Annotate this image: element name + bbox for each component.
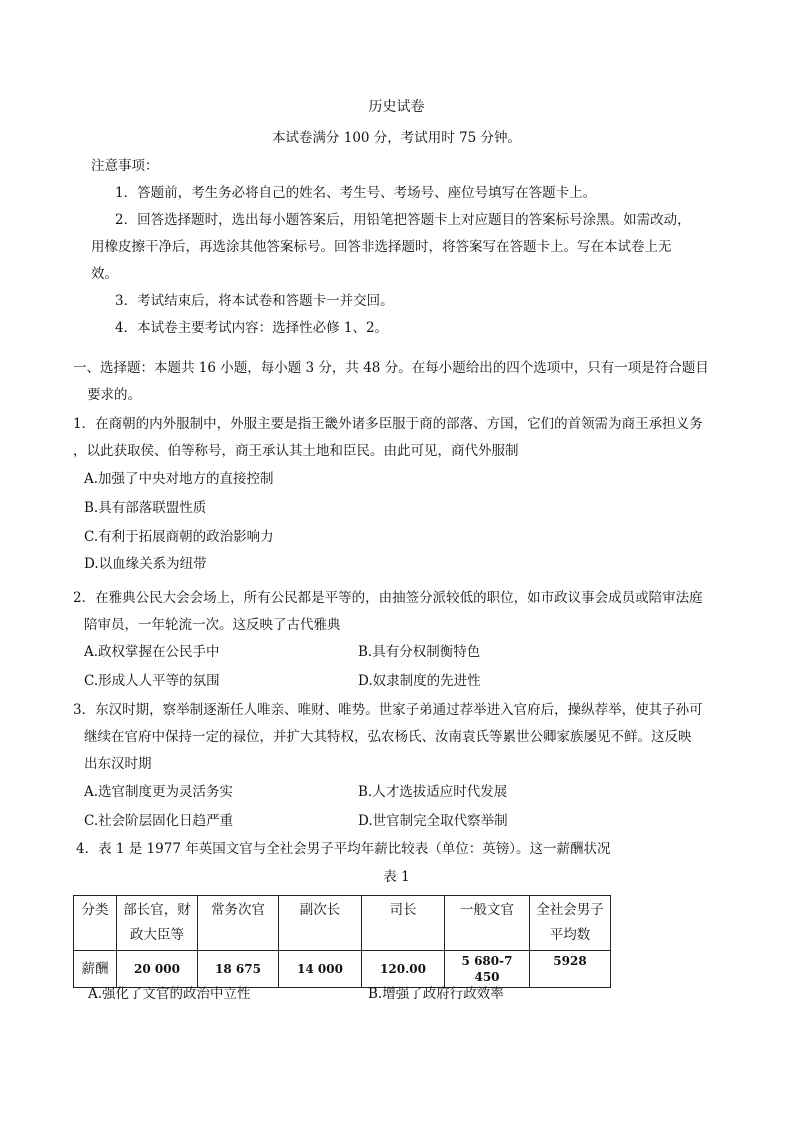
q4-option-a: A.强化了文官的政治中立性 [88, 986, 251, 1002]
table-cell: 18 675 [198, 951, 279, 988]
q3-option-b: B.人才选拔适应时代发展 [358, 784, 508, 800]
q2-option-a: A.政权掌握在公民手中 [84, 644, 220, 660]
note-2-line-1: 2．回答选择题时，选出每小题答案后，用铅笔把答题卡上对应题目的答案标号涂黑。如需改动， [115, 212, 691, 228]
q2-option-c: C.形成人人平等的氛围 [84, 673, 220, 689]
note-4: 4．本试卷主要考试内容：选择性必修 1、2。 [115, 320, 389, 336]
q2-option-d: D.奴隶制度的先进性 [358, 673, 481, 689]
exam-info: 本试卷满分 100 分，考试用时 75 分钟。 [271, 130, 522, 146]
q1-option-a: A.加强了中央对地方的直接控制 [84, 471, 274, 487]
page-title: 历史试卷 [368, 99, 425, 115]
q2-option-b: B.具有分权制衡特色 [358, 644, 481, 660]
table-header-cell: 全社会男子平均数 [530, 896, 611, 951]
q4-option-b: B.增强了政府行政效率 [368, 986, 504, 1002]
table-cell: 5928 [530, 951, 611, 988]
table-row-label: 薪酬 [74, 951, 117, 988]
table-caption: 表 1 [383, 869, 410, 885]
q1-stem-line-2: ，以此获取侯、伯等称号，商王承认其土地和臣民。由此可见，商代外服制 [73, 443, 519, 459]
q1-stem-line-1: 1．在商朝的内外服制中，外服主要是指王畿外诸多臣服于商的部落、方国，它们的首领需为商王承担义务 [73, 416, 703, 432]
salary-table [73, 895, 611, 988]
table-cell: 5 680-7 450 [445, 951, 530, 988]
q3-option-c: C.社会阶层固化日趋严重 [84, 813, 234, 829]
q3-stem-line-2: 继续在官府中保持一定的禄位，并扩大其特权，弘农杨氏、汝南袁氏等累世公卿家族屡见不鲜。这反映 [84, 729, 692, 745]
note-1: 1．答题前，考生务必将自己的姓名、考生号、考场号、座位号填写在答题卡上。 [115, 185, 597, 201]
table-header-cell: 一般文官 [445, 896, 530, 951]
q3-stem-line-1: 3．东汉时期，察举制逐渐任人唯亲、唯财、唯势。世家子弟通过荐举进入官府后，操纵荐举，使其子孙可 [73, 702, 703, 718]
q1-option-d: D.以血缘关系为纽带 [84, 556, 207, 572]
table-header-cell: 常务次官 [198, 896, 279, 951]
q2-stem-line-2: 陪审员，一年轮流一次。这反映了古代雅典 [84, 617, 341, 633]
table-row [74, 951, 611, 988]
section-heading-line-2: 要求的。 [87, 387, 141, 403]
note-3: 3．考试结束后，将本试卷和答题卡一并交回。 [115, 293, 394, 309]
table-cell: 120.00 [362, 951, 445, 988]
q1-option-b: B.具有部落联盟性质 [84, 500, 207, 516]
notes-heading: 注意事项： [91, 158, 159, 174]
note-2-line-3: 效。 [91, 266, 118, 282]
table-header-cell: 分类 [74, 896, 117, 951]
note-2-line-2: 用橡皮擦干净后，再选涂其他答案标号。回答非选择题时，将答案写在答题卡上。写在本试卷上无 [91, 239, 672, 255]
q3-stem-line-3: 出东汉时期 [84, 756, 152, 772]
table-header-cell: 部长官，财政大臣等 [117, 896, 198, 951]
q3-option-d: D.世官制完全取代察举制 [358, 813, 508, 829]
table-cell: 14 000 [279, 951, 362, 988]
q2-stem-line-1: 2．在雅典公民大会会场上，所有公民都是平等的，由抽签分派较低的职位，如市政议事会成员或陪审法庭 [73, 590, 703, 606]
table-header-row [74, 896, 611, 951]
table-cell: 20 000 [117, 951, 198, 988]
q3-option-a: A.选官制度更为灵活务实 [84, 784, 234, 800]
section-heading-line-1: 一、选择题：本题共 16 小题，每小题 3 分，共 48 分。在每小题给出的四个选项中，只有一项是符合题目 [73, 360, 709, 376]
q1-option-c: C.有利于拓展商朝的政治影响力 [84, 529, 274, 545]
table-header-cell: 副次长 [279, 896, 362, 951]
table-header-cell: 司长 [362, 896, 445, 951]
q4-stem-line-1: 4．表 1 是 1977 年英国文官与全社会男子平均年薪比较表（单位：英镑）。这一薪酬状况 [76, 841, 611, 857]
